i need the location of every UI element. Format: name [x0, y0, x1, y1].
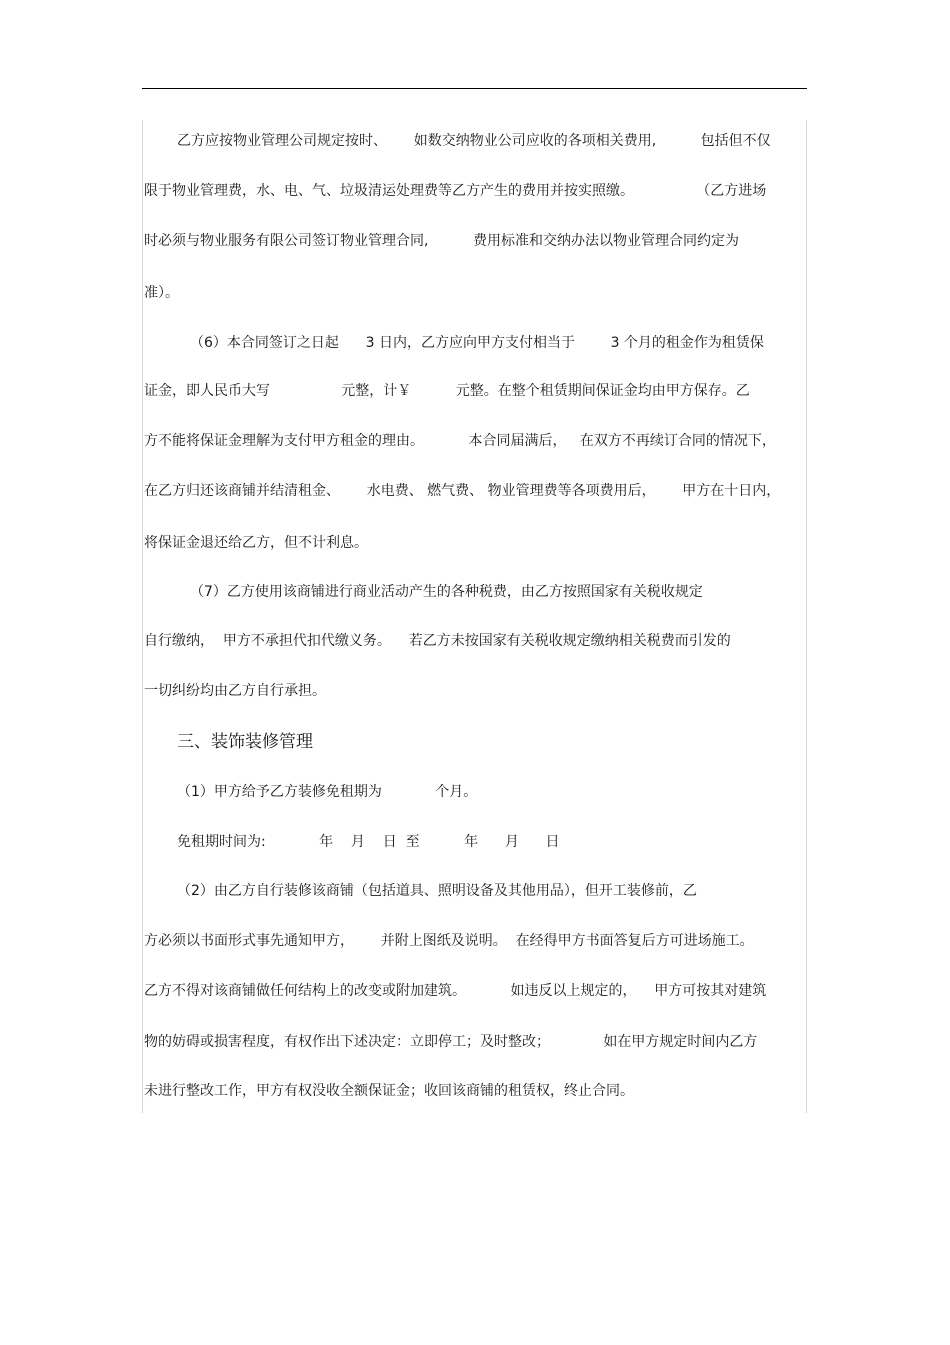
paragraph-line: 准）。 — [144, 285, 179, 301]
paragraph-line: 方必须以书面形式事先通知甲方， 并附上图纸及说明。 在经得甲方书面答复后方可进场施工。 — [144, 933, 754, 949]
right-border — [806, 120, 807, 1113]
rent-free-period-line: 免租期时间为: 年 月 日 至 年 月 日 — [177, 834, 560, 850]
section-heading: 三、装饰装修管理 — [177, 732, 313, 752]
paragraph-line: 证金，即人民币大写 元整，计￥ 元整。在整个租赁期间保证金均由甲方保存。乙 — [144, 383, 750, 399]
clause-1-line: （1）甲方给予乙方装修免租期为 个月。 — [177, 784, 478, 800]
paragraph-line: 时必须与物业服务有限公司签订物业管理合同, 费用标准和交纳办法以物业管理合同约定为 — [144, 233, 739, 249]
left-border — [142, 120, 143, 1113]
paragraph-line: 将保证金退还给乙方，但不计利息。 — [144, 535, 368, 551]
paragraph-line: 乙方不得对该商铺做任何结构上的改变或附加建筑。 如违反以上规定的， 甲方可按其对建筑 — [144, 983, 767, 999]
clause-6-line: （6）本合同签订之日起 3 日内，乙方应向甲方支付相当于 3 个月的租金作为租赁保 — [190, 335, 764, 351]
paragraph-line: 限于物业管理费，水、电、气、垃圾清运处理费等乙方产生的费用并按实照缴。 （乙方进场 — [144, 183, 767, 199]
paragraph-line: 乙方应按物业管理公司规定按时、 如数交纳物业公司应收的各项相关费用, 包括但不仅 — [177, 133, 771, 149]
clause-7-line: （7）乙方使用该商铺进行商业活动产生的各种税费，由乙方按照国家有关税收规定 — [190, 584, 703, 600]
paragraph-line: 方不能将保证金理解为支付甲方租金的理由。 本合同届满后， 在双方不再续订合同的情况下， — [144, 433, 776, 449]
paragraph-line: 物的妨碍或损害程度，有权作出下述决定：立即停工；及时整改； 如在甲方规定时间内乙方 — [144, 1034, 758, 1050]
clause-2-line: （2）由乙方自行装修该商铺（包括道具、照明设备及其他用品），但开工装修前，乙 — [177, 883, 697, 899]
paragraph-line: 自行缴纳， 甲方不承担代扣代缴义务。 若乙方未按国家有关税收规定缴纳相关税费而引发的 — [144, 633, 731, 649]
paragraph-line: 一切纠纷均由乙方自行承担。 — [144, 683, 326, 699]
paragraph-line: 在乙方归还该商铺并结清租金、 水电费、 燃气费、 物业管理费等各项费用后， 甲方在十日内， — [144, 483, 781, 499]
header-rule — [142, 88, 807, 89]
paragraph-line: 未进行整改工作，甲方有权没收全额保证金；收回该商铺的租赁权，终止合同。 — [144, 1083, 634, 1099]
